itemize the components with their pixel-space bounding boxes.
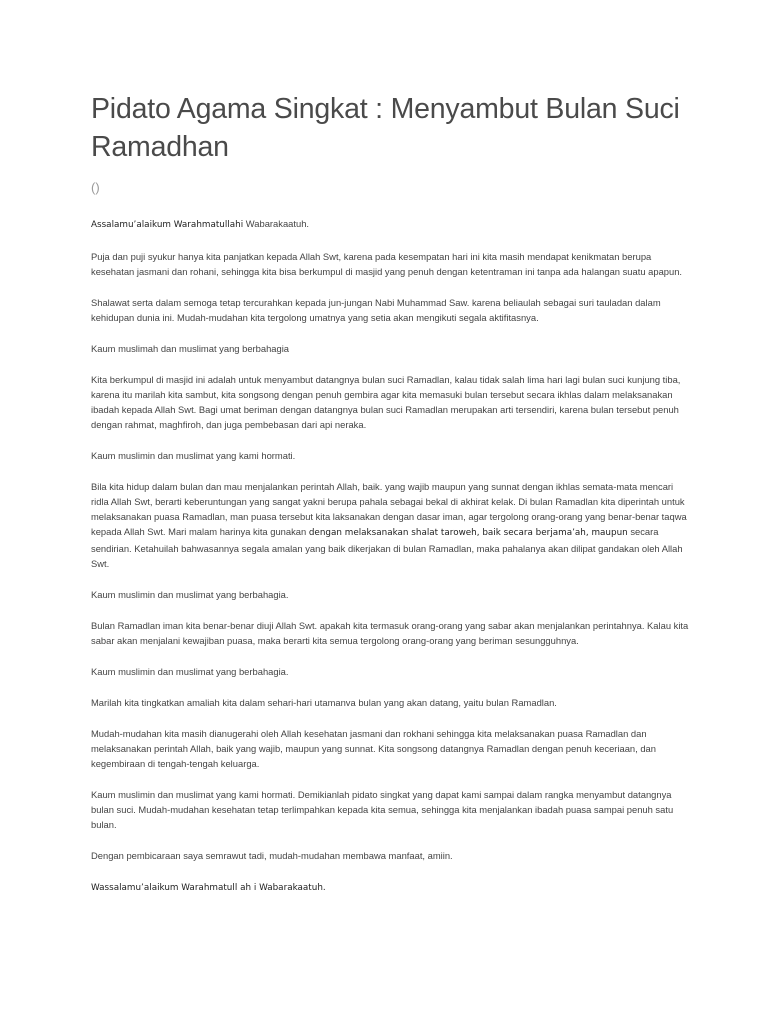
paragraph-6-highlight: dengan melaksanakan shalat taroweh, baik secara berjama’ah, maupun — [308, 528, 628, 538]
paragraph-1: Puja dan puji syukur hanya kita panjatkan kepada Allah Swt, karena pada kesempatan hari ini kita masih mendapat kenikmatan berupa kesehatan jasmani dan rohani, sehingga kita bisa berkumpul di masjid yang penuh dengan ketentraman ini tanpa ada halangan suatu apapun. — [91, 251, 683, 277]
paragraph-4: Kita berkumpul di masjid ini adalah untuk menyambut datangnya bulan suci Ramadlan, kalau tidak salah lima hari lagi bulan suci kunjung tiba, karena itu marilah kita sambut, kita songsong dengan penuh gembira agar kita memasuki bulan tersebut secara ikhlas dalam melaksanakan ibadah kepada Allah Swt. Bagi umat beriman dengan datangnya bulan suci Ramadlan merupakan arti tersendiri, karena bulan tersebut penuh dengan rahmat, maghfiroh, dan juga pembebasan dari api neraka. — [91, 374, 681, 430]
paragraph-10: Marilah kita tingkatkan amaliah kita dalam sehari-hari utamanva bulan yang akan datang, yaitu bulan Ramadlan. — [91, 697, 557, 708]
paragraph-13: Dengan pembicaraan saya semrawut tadi, mudah-mudahan membawa manfaat, amiin. — [91, 850, 453, 861]
paragraph-7: Kaum muslimin dan muslimat yang berbahagia. — [91, 589, 289, 600]
greeting-lead: Assalamu’alaikum Warahmatullahi — [91, 220, 244, 230]
paragraph-6 — [91, 479, 691, 571]
document-page — [91, 90, 691, 912]
paragraph-6-text: Bila kita hidup dalam bulan dan mau menjalankan perintah Allah, baik. yang wajib maupun yang sunnat dengan ikhlas semata-mata mencari ridla Allah Swt, berarti keberuntungan yang sangat yakni berupa pahala sebagai bekal di akhirat kelak. Di bulan Ramadlan kita diperintah untuk melaksanakan puasa Ramadlan, man puasa tersebut kita laksanakan dengan dasar iman, agar tergolong orang-orang yang benar-benar taqwa kepada Allah Swt. Mari malam harinya kita gunakan — [91, 481, 687, 537]
paragraph-8: Bulan Ramadlan iman kita benar-benar diuji Allah Swt. apakah kita termasuk orang-orang yang sabar akan menjalankan perintahnya. Kalau kita sabar akan menjalani kewajiban puasa, maka berarti kita semua tergolong orang-orang yang beriman sesungguhnya. — [91, 620, 689, 646]
meta-placeholder: () — [91, 180, 100, 195]
closing-lead: Wassalamu’alaikum Warahmatull ah i Wabarakaatuh. — [91, 883, 326, 893]
paragraph-9: Kaum muslimin dan muslimat yang berbahagia. — [91, 666, 289, 677]
paragraph-6-tail: secara sendirian. Ketahuilah bahwasannya segala amalan yang baik dikerjakan di bulan Ramadlan, maka pahalanya akan dilipat gandakan oleh Allah Swt. — [91, 526, 683, 569]
paragraph-2: Shalawat serta dalam semoga tetap tercurahkan kepada jun-jungan Nabi Muhammad Saw. karena beliaulah sebagai suri tauladan dalam kehidupan dunia ini. Mudah-mudahan kita tergolong umatnya yang setia akan mengikuti segala aktifitasnya. — [91, 297, 661, 323]
closing-paragraph — [91, 879, 691, 896]
greeting-paragraph — [91, 216, 691, 233]
paragraph-5: Kaum muslimin dan muslimat yang kami hormati. — [91, 450, 296, 461]
page-title: Pidato Agama Singkat : Menyambut Bulan Suci Ramadhan — [91, 93, 680, 163]
paragraph-11: Mudah-mudahan kita masih dianugerahi oleh Allah kesehatan jasmani dan rokhani sehingga kita melaksanakan puasa Ramadlan dan melaksanakan perintah Allah, baik yang wajib, maupun yang sunnat. Kita songsong datangnya Ramadlan dengan penuh keceriaan, dan kegembiraan di tengah-tengah keluarga. — [91, 728, 656, 769]
greeting-text: Wabarakaatuh. — [243, 218, 310, 229]
paragraph-3: Kaum muslimah dan muslimat yang berbahagia — [91, 343, 290, 354]
paragraph-12: Kaum muslimin dan muslimat yang kami hormati. Demikianlah pidato singkat yang dapat kami sampai dalam rangka menyambut datangnya bulan suci. Mudah-mudahan kesehatan tetap terlimpahkan kepada kita semua, sehingga kita menjalankan ibadah puasa sampai penuh satu bulan. — [91, 789, 674, 830]
